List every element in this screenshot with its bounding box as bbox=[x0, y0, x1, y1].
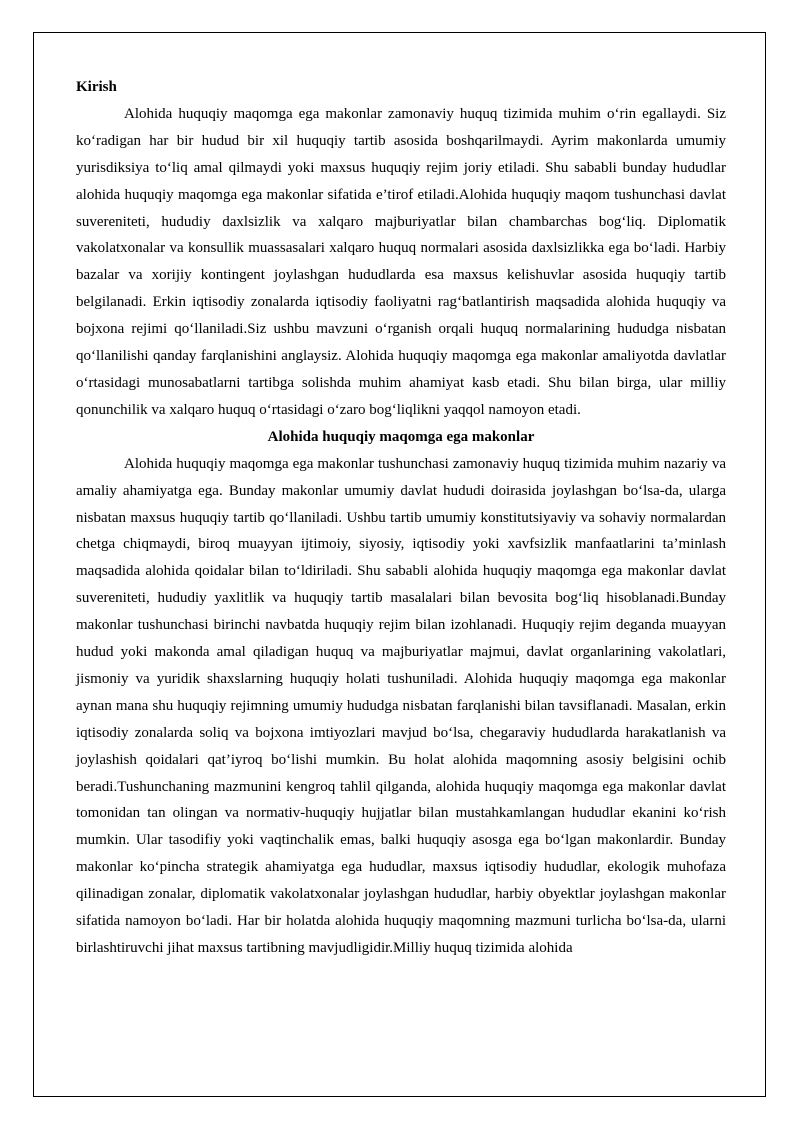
section-paragraph: Alohida huquqiy maqomga ega makonlar tushunchasi zamonaviy huquq tizimida muhim nazariy va amaliy ahamiyatga ega. Bunday makonlar umumiy davlat hududi doirasida joylashgan bo‘lsa-da, ularga nisbatan maxsus huquqiy tartib qo‘llaniladi. Ushbu tartib umumiy konstitutsiyaviy va sohaviy normalardan chetga chiqmaydi, biroq muayyan ijtimoiy, siyosiy, iqtisodiy yoki xavfsizlik manfaatlarini ta’minlash maqsadida alohida qoidalar bilan to‘ldiriladi. Shu sababli alohida huquqiy maqomga ega makonlar davlat suvereniteti, hududiy yaxlitlik va huquqiy tartib masalalari bilan bevosita bog‘liq hisoblanadi.Bunday makonlar tushunchasi birinchi navbatda huquqiy rejim bilan izohlanadi. Huquqiy rejim deganda muayyan hudud yoki makonda amal qiladigan huquq va majburiyatlar majmui, davlat organlarining vakolatlari, jismoniy va yuridik shaxslarning huquqiy holati tushuniladi. Alohida huquqiy maqomga ega makonlar aynan mana shu huquqiy rejimning umumiy hududga nisbatan farqlanishi bilan tavsiflanadi. Masalan, erkin iqtisodiy zonalarda soliq va bojxona imtiyozlari mavjud bo‘lsa, chegaraviy hududlarda harakatlanish va joylashish qoidalari qat’iyroq bo‘lishi mumkin. Bu holat alohida maqomning asosiy belgisini ochib beradi.Tushunchaning mazmunini kengroq tahlil qilganda, alohida huquqiy maqomga ega makonlar davlat tomonidan tan olingan va normativ-huquqiy hujjatlar bilan mustahkamlangan hududlar ekanini ko‘rish mumkin. Ular tasodifiy yoki vaqtinchalik emas, balki huquqiy asosga ega bo‘lgan makonlardir. Bunday makonlar ko‘pincha strategik ahamiyatga ega hududlar, maxsus iqtisodiy hududlar, ekologik muhofaza qilinadigan zonalar, diplomatik vakolatxonalar joylashgan hududlar, harbiy obyektlar joylashgan makonlar sifatida namoyon bo‘ladi. Har bir holatda alohida huquqiy maqomning mazmuni turlicha bo‘lsa-da, ularni birlashtiruvchi jihat maxsus tartibning mavjudligidir.Milliy huquq tizimida alohida bbox=[76, 455, 726, 956]
intro-paragraph: Alohida huquqiy maqomga ega makonlar zamonaviy huquq tizimida muhim o‘rin egallaydi. Siz ko‘radigan har bir hudud bir xil huquqiy tartib asosida boshqarilmaydi. Ayrim makonlarda umumiy yurisdiksiya to‘liq amal qilmaydi yoki maxsus huquqiy rejim joriy etiladi. Shu sababli bunday hududlar alohida huquqiy maqomga ega makonlar sifatida e’tirof etiladi.Alohida huquqiy maqom tushunchasi davlat suvereniteti, hududiy daxlsizlik va xalqaro majburiyatlar bilan chambarchas bog‘liq. Diplomatik vakolatxonalar va konsullik muassasalari xalqaro huquq normalari asosida daxlsizlikka ega bo‘ladi. Harbiy bazalar va xorijiy kontingent joylashgan hududlarda esa maxsus kelishuvlar asosida huquqiy tartib belgilanadi. Erkin iqtisodiy zonalarda iqtisodiy faoliyatni rag‘batlantirish maqsadida alohida huquqiy va bojxona rejimi qo‘llaniladi.Siz ushbu mavzuni o‘rganish orqali huquq normalarining hududga nisbatan qo‘llanilishi qanday farqlanishini anglaysiz. Alohida huquqiy maqomga ega makonlar amaliyotda davlatlar o‘rtasidagi munosabatlarni tartibga solishda muhim ahamiyat kasb etadi. Shu bilan birga, ular milliy qonunchilik va xalqaro huquq o‘rtasidagi o‘zaro bog‘liqlikni yaqqol namoyon etadi. bbox=[76, 105, 726, 418]
document-body bbox=[76, 74, 726, 962]
intro-heading: Kirish bbox=[76, 79, 117, 95]
section-heading: Alohida huquqiy maqomga ega makonlar bbox=[267, 428, 535, 445]
